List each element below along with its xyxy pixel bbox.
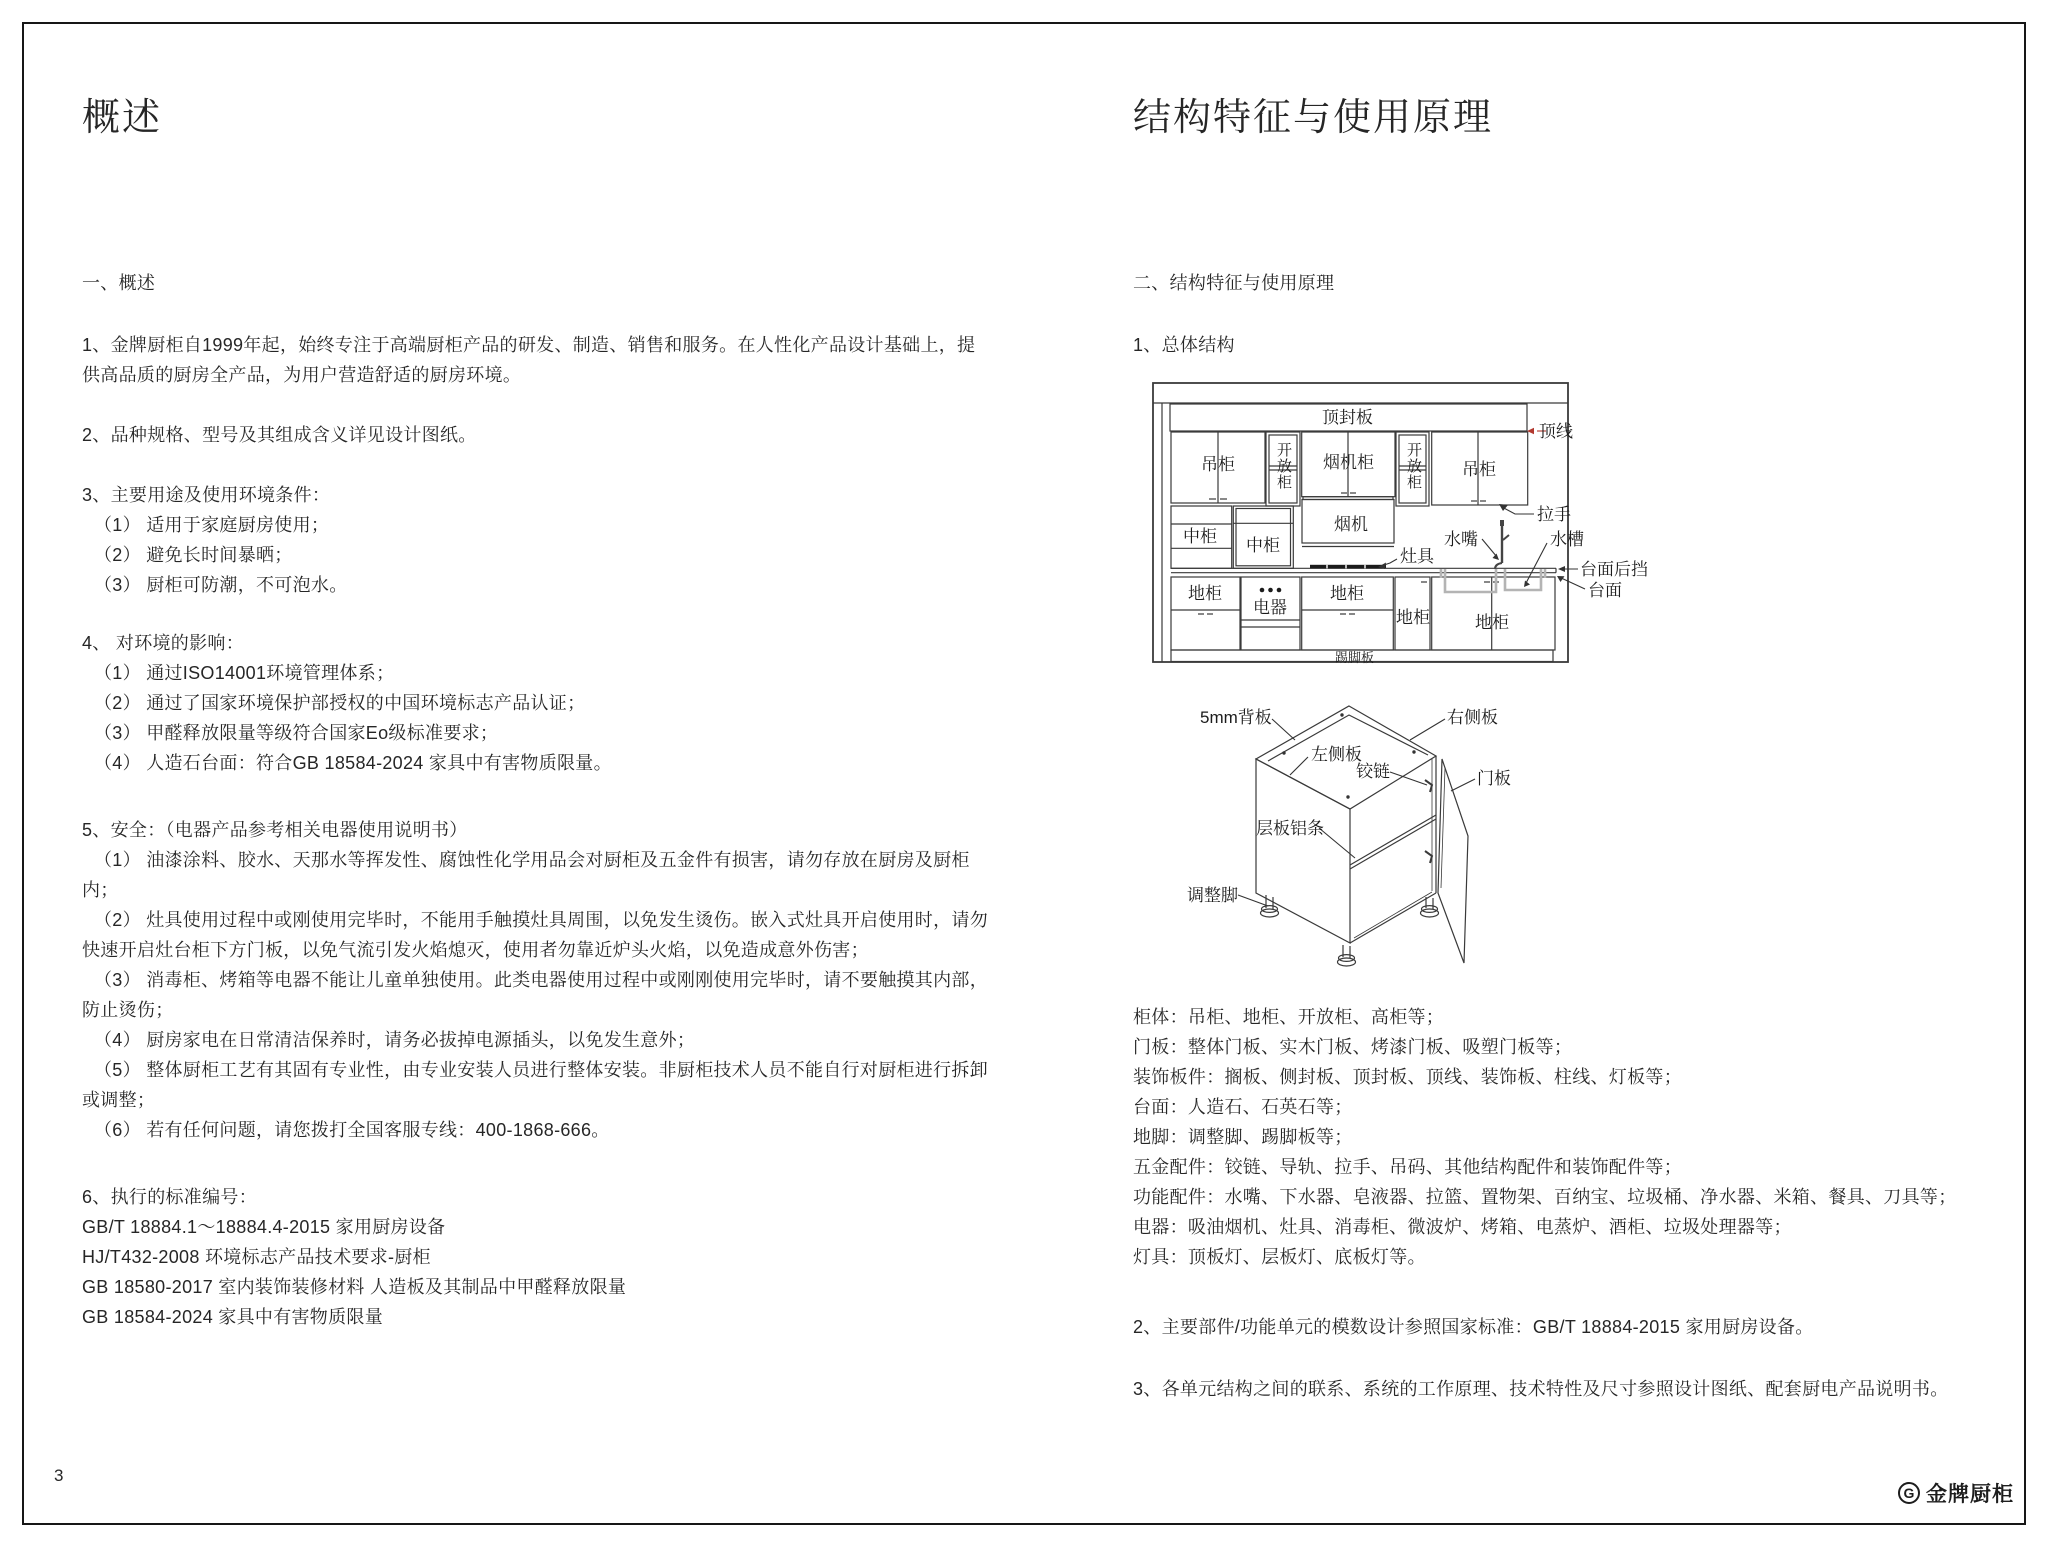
brand-logo	[1898, 1478, 2014, 1508]
component-line: 柜体：吊柜、地柜、开放柜、高柜等；	[1133, 1007, 1445, 1027]
paragraph-modular-design: 2、主要部件/功能单元的模数设计参照国家标准：GB/T 18884-2015 家用厨房设备。	[1133, 1317, 1814, 1337]
label-adjustable-foot: 调整脚	[1187, 886, 1238, 905]
list-item: （4） 厨房家电在日常清洁保养时，请务必拔掉电源插头，以免发生意外；	[94, 1030, 696, 1050]
components-list	[1133, 1002, 2033, 1272]
list-item: （3） 消毒柜、烤箱等电器不能让儿童单独使用。此类电器使用过程中或刚刚使用完毕时，请不要触摸其内部，防止烫伤；	[82, 970, 989, 1020]
label-base-cabinet-4: 地柜	[1475, 613, 1509, 632]
label-shelf-strip: 层板铝条	[1256, 819, 1324, 838]
component-line: 装饰板件：搁板、侧封板、顶封板、顶线、装饰板、柱线、灯板等；	[1133, 1067, 1682, 1087]
component-line: 功能配件：水嘴、下水器、皂液器、拉篮、置物架、百纳宝、垃圾桶、净水器、米箱、餐具、刀具等；	[1133, 1187, 1957, 1207]
label-hinge: 铰链	[1356, 762, 1390, 781]
label-left-panel: 左侧板	[1311, 745, 1362, 764]
label-top-panel: 顶封板	[1322, 408, 1373, 427]
standard-line: GB 18584-2024 家具中有害物质限量	[82, 1307, 383, 1327]
list-item: （1） 油漆涂料、胶水、天那水等挥发性、腐蚀性化学用品会对厨柜及五金件有损害，请勿存放在厨房及厨柜内；	[82, 850, 970, 900]
base-cabinet-3d-diagram	[1180, 695, 1640, 995]
label-top-line: 顶线	[1539, 422, 1573, 441]
left-panel-shape	[1256, 759, 1350, 943]
standard-line: GB 18580-2017 室内装饰装修材料 人造板及其制品中甲醛释放限量	[82, 1277, 627, 1297]
page-number: 3	[54, 1466, 64, 1485]
page-title-structure: 结构特征与使用原理	[1133, 97, 1494, 139]
paragraph-standards-head: 6、执行的标准编号：	[82, 1187, 258, 1207]
list-item: （6） 若有任何问题，请您拨打全国客服专线：400-1868-666。	[94, 1120, 610, 1140]
paragraph-company: 1、金牌厨柜自1999年起，始终专注于高端厨柜产品的研发、制造、销售和服务。在人性化产品设计基础上，提供高品质的厨房全产品，为用户营造舒适的厨房环境。	[82, 335, 976, 385]
brand-name: 金牌厨柜	[1926, 1483, 2014, 1506]
kitchen-elevation-diagram	[1150, 380, 1650, 680]
list-item: （4） 人造石台面：符合GB 18584-2024 家具中有害物质限量。	[94, 753, 612, 773]
label-backsplash: 台面后挡	[1580, 560, 1648, 579]
label-base-cabinet-3: 地柜	[1396, 608, 1430, 627]
component-line: 地脚：调整脚、踢脚板等；	[1133, 1127, 1353, 1147]
label-base-cabinet-2: 地柜	[1330, 584, 1364, 603]
label-appliance: 电器	[1253, 598, 1287, 617]
list-item: （5） 整体厨柜工艺有其固有专业性，由专业安装人员进行整体安装。非厨柜技术人员不能自行对厨柜进行拆卸或调整；	[82, 1060, 989, 1110]
label-door-panel: 门板	[1477, 769, 1511, 788]
section-heading-overview: 一、概述	[82, 273, 156, 293]
component-line: 门板：整体门板、实木门板、烤漆门板、吸塑门板等；	[1133, 1037, 1573, 1057]
countertop-shape	[1171, 568, 1556, 572]
paragraph-unit-relations: 3、各单元结构之间的联系、系统的工作原理、技术特性及尺寸参照设计图纸、配套厨电产品说明书。	[1133, 1379, 1949, 1399]
label-sink: 水槽	[1550, 530, 1584, 549]
subsection-overall-structure: 1、总体结构	[1133, 335, 1235, 355]
label-countertop: 台面	[1588, 581, 1622, 600]
label-mid-cabinet-right: 中柜	[1246, 536, 1280, 555]
standard-line: GB/T 18884.1～18884.4-2015 家用厨房设备	[82, 1217, 446, 1237]
label-base-cabinet-1: 地柜	[1188, 584, 1222, 603]
list-item: （2） 通过了国家环境保护部授权的中国环境标志产品认证；	[94, 693, 586, 713]
brand-g-icon: G	[1898, 1482, 1920, 1504]
label-kickboard: 踢脚板	[1335, 650, 1375, 665]
standard-line: HJ/T432-2008 环境标志产品技术要求-厨柜	[82, 1247, 431, 1267]
paragraph-environment-head: 4、 对环境的影响：	[82, 633, 245, 653]
section-heading-structure: 二、结构特征与使用原理	[1133, 273, 1335, 293]
label-open-cabinet-right: 开放柜	[1405, 442, 1422, 490]
label-faucet: 水嘴	[1444, 530, 1478, 549]
label-right-panel: 右侧板	[1447, 708, 1498, 727]
label-wall-cabinet-right: 吊柜	[1462, 460, 1496, 479]
label-wall-cabinet-left: 吊柜	[1201, 455, 1235, 474]
list-item: （3） 厨柜可防潮，不可泡水。	[94, 575, 348, 595]
appliance-knobs-shape	[1260, 588, 1282, 593]
component-line: 台面：人造石、石英石等；	[1133, 1097, 1353, 1117]
faucet-shape	[1495, 520, 1509, 569]
label-cooktop: 灶具	[1400, 547, 1434, 566]
component-line: 灯具：顶板灯、层板灯、底板灯等。	[1133, 1247, 1426, 1267]
list-item: （2） 灶具使用过程中或刚使用完毕时，不能用手触摸灶具周围，以免发生烫伤。嵌入式灶具开启使用时，请勿快速开启灶台柜下方门板，以免气流引发火焰熄灭，使用者勿靠近炉头火焰，以免造成意外伤害；	[82, 910, 989, 960]
component-line: 电器：吸油烟机、灶具、消毒柜、微波炉、烤箱、电蒸炉、酒柜、垃圾处理器等；	[1133, 1217, 1792, 1237]
cabinet-3d-linework	[1180, 695, 1640, 995]
left-column	[82, 95, 990, 1332]
label-back-panel: 5mm背板	[1200, 708, 1272, 727]
label-handle: 拉手	[1537, 505, 1571, 524]
paragraph-spec: 2、品种规格、型号及其组成含义详见设计图纸。	[82, 425, 477, 445]
cooktop-shape	[1310, 565, 1386, 569]
paragraph-usage-head: 3、主要用途及使用环境条件：	[82, 485, 331, 505]
right-column-header	[1133, 95, 2033, 360]
paragraph-safety-head: 5、安全：（电器产品参考相关电器使用说明书）	[82, 820, 468, 840]
label-open-cabinet-left: 开放柜	[1275, 442, 1292, 490]
shelf-shape	[1350, 815, 1436, 869]
list-item: （2） 避免长时间暴晒；	[94, 545, 293, 565]
list-item: （1） 适用于家庭厨房使用；	[94, 515, 330, 535]
list-item: （1） 通过ISO14001环境管理体系；	[94, 663, 395, 683]
list-item: （3） 甲醛释放限量等级符合国家Eo级标准要求；	[94, 723, 499, 743]
page-title-overview: 概述	[82, 97, 163, 139]
component-line: 五金配件：铰链、导轨、拉手、吊码、其他结构配件和装饰配件等；	[1133, 1157, 1682, 1177]
label-range-hood: 烟机	[1334, 515, 1368, 534]
label-hood-cabinet: 烟机柜	[1323, 453, 1374, 472]
label-mid-cabinet-left: 中柜	[1183, 527, 1217, 546]
